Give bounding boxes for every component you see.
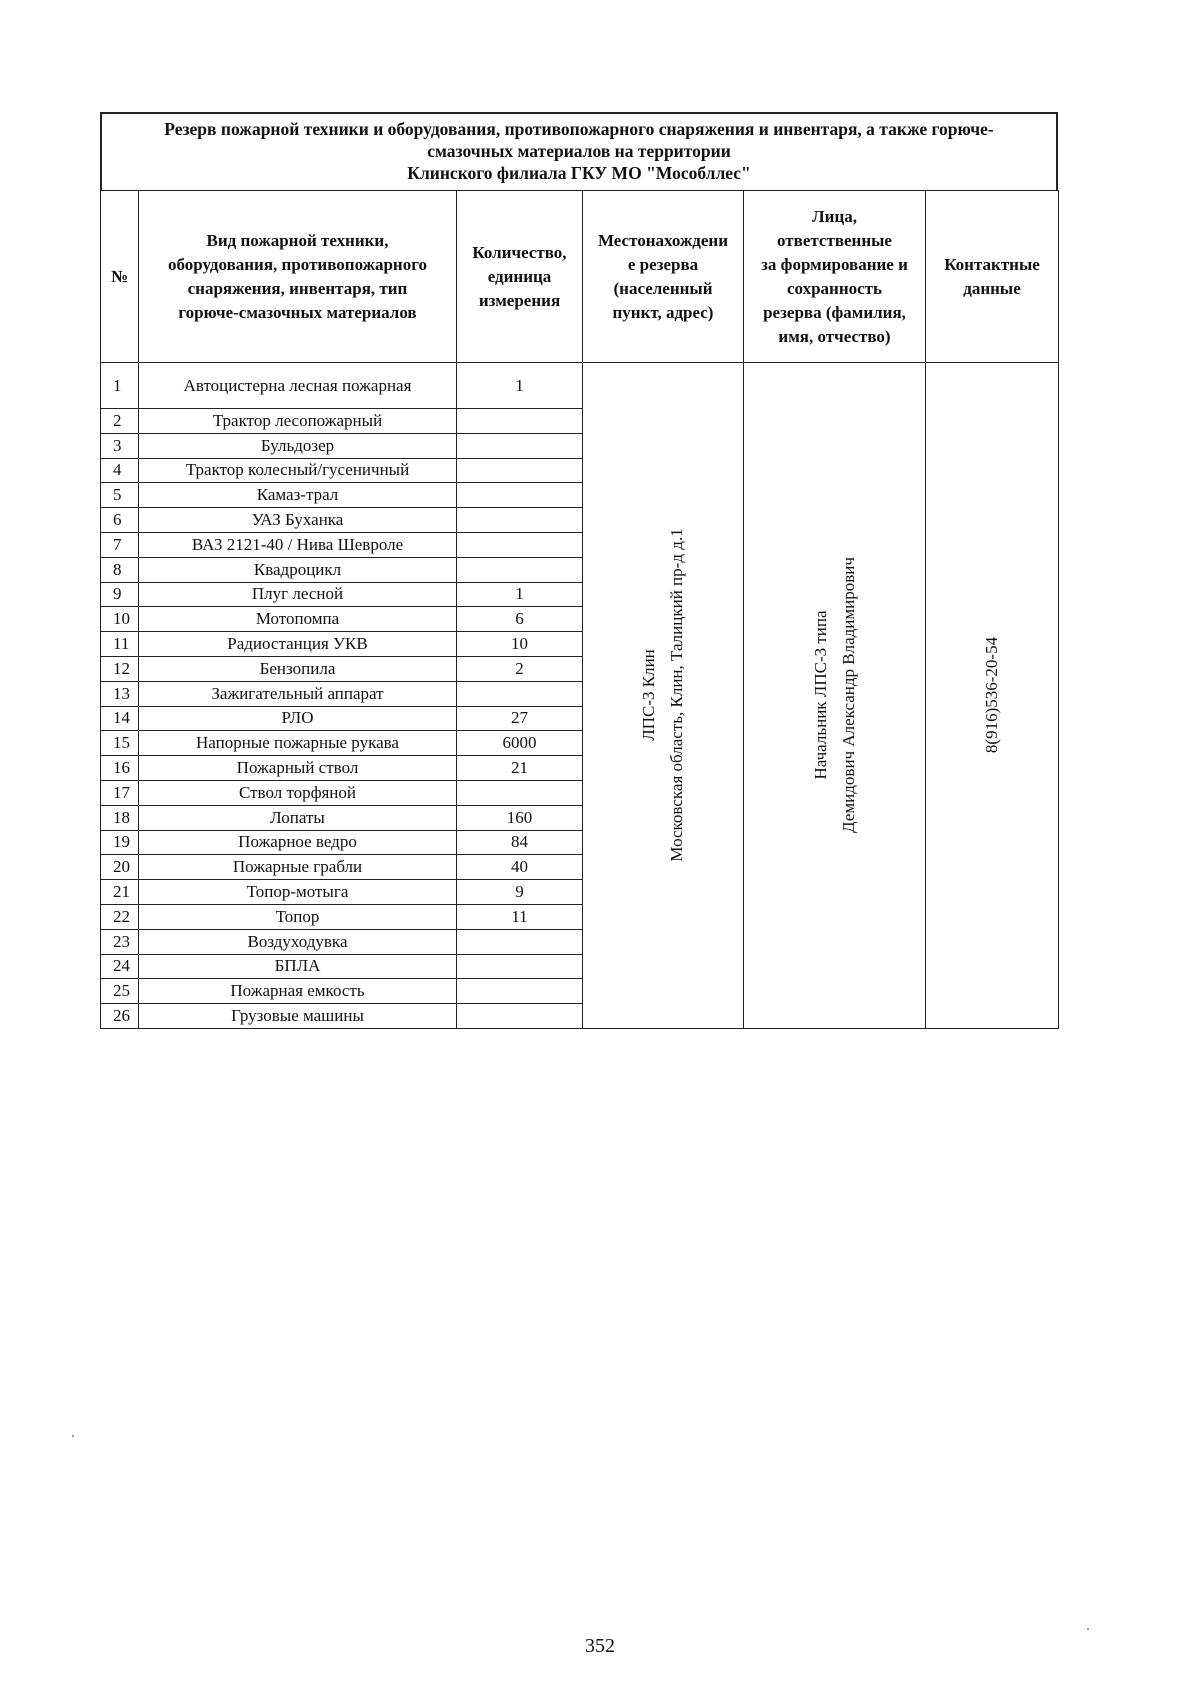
row-quantity <box>457 557 583 582</box>
row-number: 16 <box>101 756 139 781</box>
row-item-name: Ствол торфяной <box>139 780 457 805</box>
row-item-name: Мотопомпа <box>139 607 457 632</box>
row-quantity: 6 <box>457 607 583 632</box>
row-quantity <box>457 409 583 434</box>
header-responsible-persons: Лица, ответственные за формирование и сохранность резерва (фамилия, имя, отчество) <box>744 191 926 363</box>
location-line-1: ЛПС-3 Клин <box>639 649 658 742</box>
title-line-1: Резерв пожарной техники и оборудования, противопожарного снаряжения и инвентаря, а также горюче- <box>164 119 994 139</box>
row-item-name: УАЗ Буханка <box>139 508 457 533</box>
scan-speck <box>72 1435 74 1437</box>
row-item-name: Пожарный ствол <box>139 756 457 781</box>
row-number: 10 <box>101 607 139 632</box>
row-item-name: Пожарная емкость <box>139 979 457 1004</box>
row-item-name: РЛО <box>139 706 457 731</box>
row-quantity: 160 <box>457 805 583 830</box>
person-line-2: Демидович Александр Владимирович <box>838 557 858 834</box>
row-number: 2 <box>101 409 139 434</box>
row-quantity <box>457 929 583 954</box>
row-quantity <box>457 433 583 458</box>
row-quantity: 27 <box>457 706 583 731</box>
row-item-name: Плуг лесной <box>139 582 457 607</box>
row-quantity <box>457 532 583 557</box>
row-quantity <box>457 483 583 508</box>
row-quantity <box>457 1004 583 1029</box>
row-number: 6 <box>101 508 139 533</box>
row-item-name: Пожарные грабли <box>139 855 457 880</box>
row-number: 7 <box>101 532 139 557</box>
row-number: 5 <box>101 483 139 508</box>
reserve-table <box>100 190 1059 1029</box>
row-quantity <box>457 681 583 706</box>
header-type: Вид пожарной техники, оборудования, противопожарного снаряжения, инвентаря, тип горюче-смазочных материалов <box>139 191 457 363</box>
row-quantity: 1 <box>457 582 583 607</box>
row-item-name: Квадроцикл <box>139 557 457 582</box>
location-line-2: Московская область, Клин, Талицкий пр-д д.1 <box>667 528 686 863</box>
row-number: 13 <box>101 681 139 706</box>
row-quantity: 2 <box>457 656 583 681</box>
row-number: 9 <box>101 582 139 607</box>
row-quantity <box>457 954 583 979</box>
row-number: 1 <box>101 363 139 409</box>
row-quantity: 40 <box>457 855 583 880</box>
responsible-person-cell <box>744 363 926 1029</box>
row-number: 15 <box>101 731 139 756</box>
row-item-name: Воздуходувка <box>139 929 457 954</box>
row-quantity <box>457 979 583 1004</box>
row-quantity <box>457 508 583 533</box>
row-item-name: БПЛА <box>139 954 457 979</box>
title-line-3: Клинского филиала ГКУ МО "Мособллес" <box>407 163 751 183</box>
row-item-name: Трактор лесопожарный <box>139 409 457 434</box>
row-quantity <box>457 780 583 805</box>
row-item-name: Лопаты <box>139 805 457 830</box>
scan-speck <box>1087 1628 1089 1630</box>
row-number: 14 <box>101 706 139 731</box>
row-item-name: Бензопила <box>139 656 457 681</box>
row-quantity: 6000 <box>457 731 583 756</box>
contact-cell <box>926 363 1059 1029</box>
row-item-name: Радиостанция УКВ <box>139 632 457 657</box>
row-item-name: Топор-мотыга <box>139 880 457 905</box>
row-number: 25 <box>101 979 139 1004</box>
row-item-name: Топор <box>139 904 457 929</box>
row-item-name: Трактор колесный/гусеничный <box>139 458 457 483</box>
row-number: 11 <box>101 632 139 657</box>
row-number: 4 <box>101 458 139 483</box>
row-quantity: 10 <box>457 632 583 657</box>
row-item-name: Напорные пожарные рукава <box>139 731 457 756</box>
row-item-name: Зажигательный аппарат <box>139 681 457 706</box>
page-number: 352 <box>585 1635 615 1657</box>
contact-phone: 8(916)536-20-54 <box>982 637 1001 754</box>
document-title <box>100 112 1058 190</box>
row-item-name: Автоцистерна лесная пожарная <box>139 363 457 409</box>
row-number: 3 <box>101 433 139 458</box>
row-item-name: Камаз-трал <box>139 483 457 508</box>
header-location: Местонахождени е резерва (населенный пункт, адрес) <box>583 191 744 363</box>
row-item-name: Грузовые машины <box>139 1004 457 1029</box>
header-num: № <box>101 191 139 363</box>
row-item-name: Пожарное ведро <box>139 830 457 855</box>
header-contacts: Контактные данные <box>926 191 1059 363</box>
row-number: 8 <box>101 557 139 582</box>
row-number: 20 <box>101 855 139 880</box>
row-item-name: Бульдозер <box>139 433 457 458</box>
row-quantity: 1 <box>457 363 583 409</box>
row-number: 21 <box>101 880 139 905</box>
header-quantity: Количество, единица измерения <box>457 191 583 363</box>
row-quantity: 9 <box>457 880 583 905</box>
row-number: 19 <box>101 830 139 855</box>
location-cell <box>583 363 744 1029</box>
title-line-2: смазочных материалов на территории <box>427 141 731 161</box>
row-number: 23 <box>101 929 139 954</box>
row-number: 24 <box>101 954 139 979</box>
row-number: 22 <box>101 904 139 929</box>
table-row <box>101 363 1059 409</box>
row-number: 18 <box>101 805 139 830</box>
row-number: 17 <box>101 780 139 805</box>
row-item-name: ВАЗ 2121-40 / Нива Шевроле <box>139 532 457 557</box>
row-quantity: 84 <box>457 830 583 855</box>
row-number: 12 <box>101 656 139 681</box>
row-quantity <box>457 458 583 483</box>
table-body <box>101 363 1059 1029</box>
row-quantity: 21 <box>457 756 583 781</box>
row-number: 26 <box>101 1004 139 1029</box>
person-line-1: Начальник ЛПС-3 типа <box>810 610 830 780</box>
row-quantity: 11 <box>457 904 583 929</box>
table-header-row <box>101 191 1059 363</box>
